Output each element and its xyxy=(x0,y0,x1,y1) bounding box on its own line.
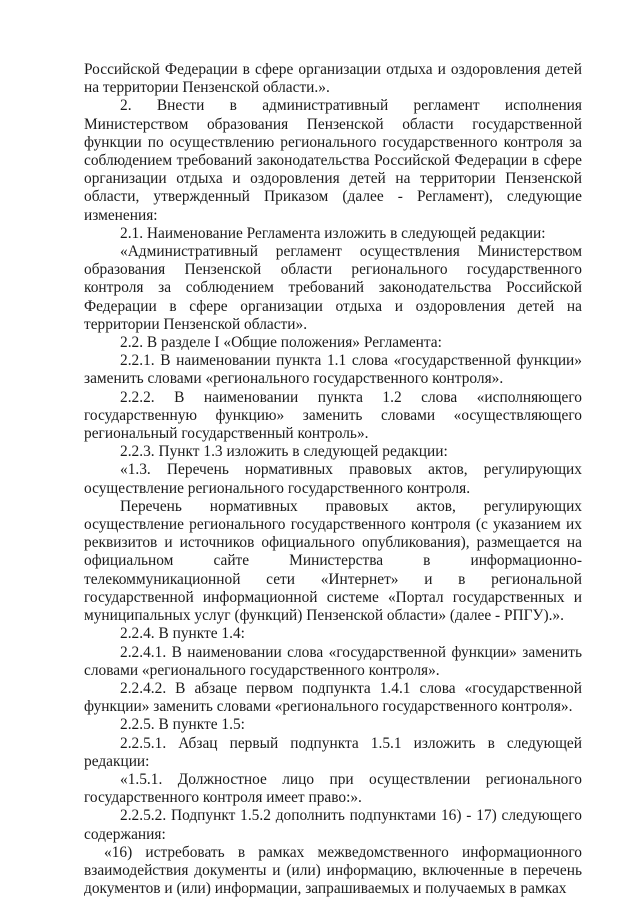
paragraph-item-2-2-4-2: 2.2.4.2. В абзаце первом подпункта 1.4.1 слова «государственной функции» заменить словами «регионального государственного контроля». xyxy=(84,679,582,716)
paragraph-subitem-16: «16) истребовать в рамках межведомственного информационного взаимодействия документы и (или) информацию, включенные в перечень документов и (или) информации, запрашиваемых и получаемых в рамках xyxy=(84,843,582,898)
paragraph-regulation-title: «Административный регламент осуществления Министерством образования Пензенской области регионального государственного контроля за соблюдением требований законодательства Российской Федерации в сфере организации отдыха и оздоровления детей на территории Пензенской области». xyxy=(84,243,582,333)
paragraph-item-2: 2. Внести в административный регламент исполнения Министерством образования Пензенской области государственной функции по осуществлению регионального государственного контроля за соблюдением требований законодательства Российской Федерации в сфере организации отдыха и оздоровления детей на территории Пензенской области, утвержденный Приказом (далее - Регламент), следующие изменения: xyxy=(84,97,582,224)
paragraph-item-2-2-4: 2.2.4. В пункте 1.4: xyxy=(120,625,245,643)
paragraph-item-2-2-3: 2.2.3. Пункт 1.3 изложить в следующей редакции: xyxy=(120,443,448,461)
paragraph-item-2-1: 2.1. Наименование Регламента изложить в следующей редакции: xyxy=(120,224,546,242)
paragraph-continuation: Российской Федерации в сфере организации отдыха и оздоровления детей на территории Пензенской области.». xyxy=(84,61,582,97)
paragraph-item-1-5-1: «1.5.1. Должностное лицо при осуществлении регионального государственного контроля имеет право:». xyxy=(84,770,582,807)
document-page xyxy=(84,61,582,898)
paragraph-item-2-2-1: 2.2.1. В наименовании пункта 1.1 слова «государственной функции» заменить словами «регионального государственного контроля». xyxy=(84,352,582,388)
paragraph-item-2-2-5-2: 2.2.5.2. Подпункт 1.5.2 дополнить подпунктами 16) - 17) следующего содержания: xyxy=(84,807,582,843)
paragraph-item-2-2-2: 2.2.2. В наименовании пункта 1.2 слова «исполняющего государственную функцию» заменить словами «осуществляющего региональный государственный контроль». xyxy=(84,388,582,443)
paragraph-legal-acts-list: Перечень нормативных правовых актов, регулирующих осуществление регионального государственного контроля (с указанием их реквизитов и источников официального опубликования), размещается на официальном сайте Министерства в информационно-телекоммуникационной сети «Интернет» и в региональной государственной информационной системе «Портал государственных и муниципальных услуг (функций) Пензенской области» (далее - РПГУ).». xyxy=(84,497,582,625)
paragraph-item-2-2-5-1: 2.2.5.1. Абзац первый подпункта 1.5.1 изложить в следующей редакции: xyxy=(84,734,582,770)
paragraph-item-2-2-4-1: 2.2.4.1. В наименовании слова «государственной функции» заменить словами «регионального государственного контроля». xyxy=(84,643,582,679)
paragraph-item-1-3: «1.3. Перечень нормативных правовых актов, регулирующих осуществление регионального государственного контроля. xyxy=(84,461,582,497)
paragraph-item-2-2-5: 2.2.5. В пункте 1.5: xyxy=(120,716,245,734)
paragraph-item-2-2: 2.2. В разделе I «Общие положения» Регламента: xyxy=(120,334,442,352)
